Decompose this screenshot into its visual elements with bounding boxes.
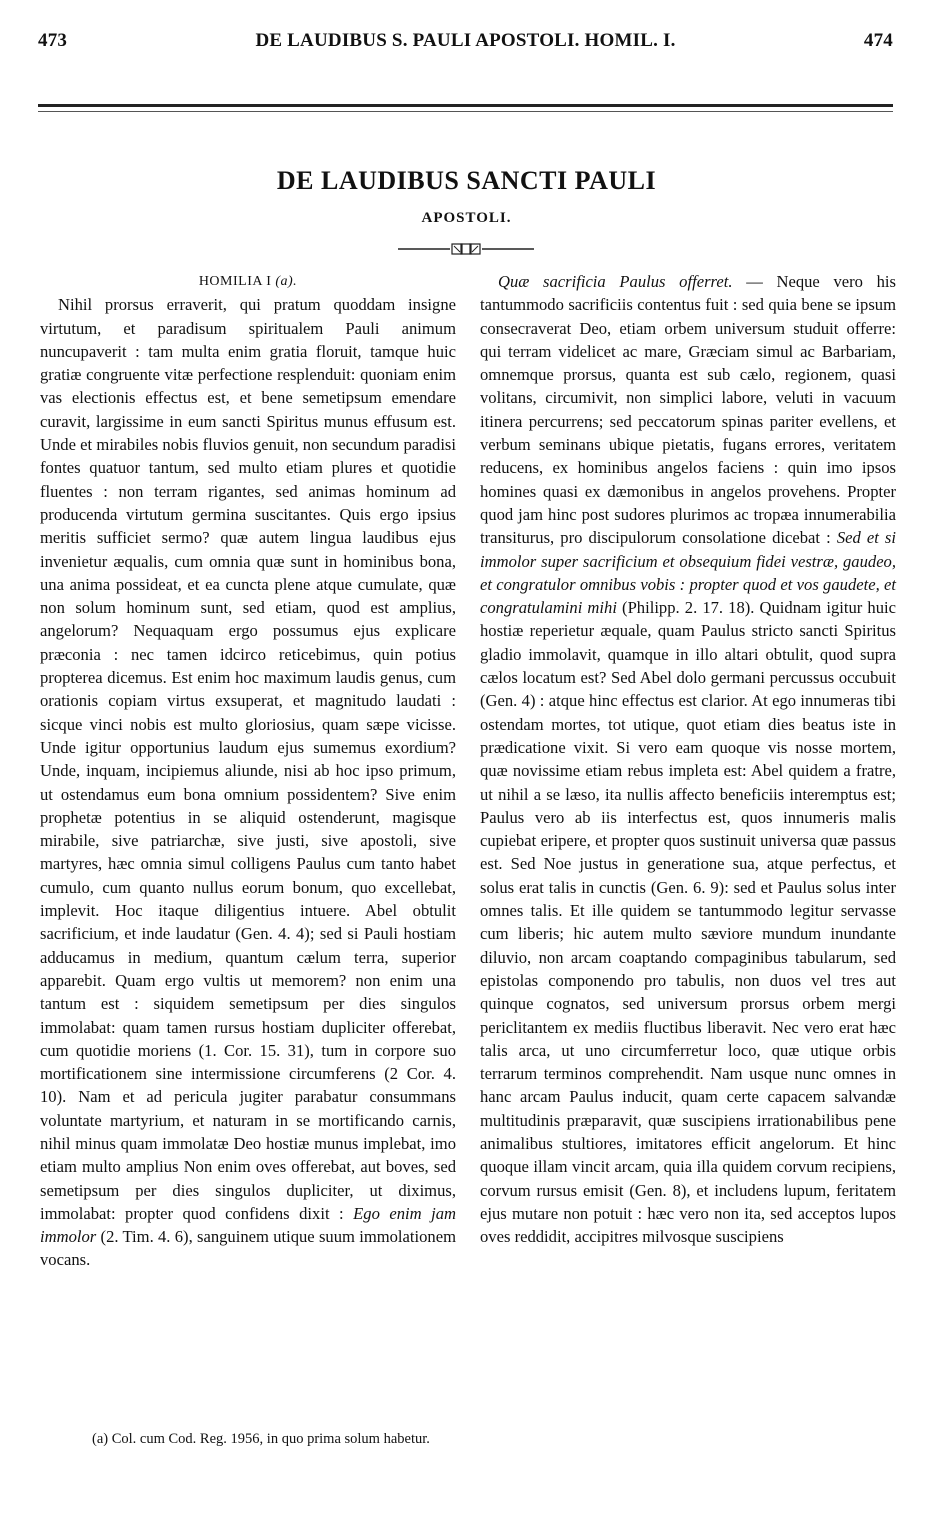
section-heading: Quæ sacrificia Paulus offerret.	[498, 272, 733, 291]
running-title: DE LAUDIBUS S. PAULI APOSTOLI. HOMIL. I.	[255, 30, 676, 51]
footnote: (a) Col. cum Cod. Reg. 1956, in quo prima solum habetur.	[92, 1431, 430, 1447]
homily-heading	[40, 270, 456, 293]
paragraph	[480, 270, 896, 1248]
left-column	[40, 270, 456, 1272]
header-rule	[38, 104, 893, 107]
homily-note: (a).	[275, 274, 298, 289]
page-number-right: 474	[863, 30, 893, 51]
page-subtitle: APOSTOLI.	[421, 210, 512, 226]
paragraph-text: — Neque vero his tantummodo sacrificiis contentus fuit : sed quia bene se ipsum consecraverat Deo, etiam orbem universum studuit offerre: qui terram videlicet ac mare, Græciam simul ac Barbariam, omnemque prorsus, quanta est sub cælo, regionem, quasi volitans, circumivit, non simplici labore, veluti in vacuum itinera percurrens; sed peccatorum spinas pariter evellens, et verbum seminans ubique pietatis, fugans errores, veritatem reducens, ex hominibus angelos faciens : quin imo ipsos homines quasi ex dæmonibus in angelos provehens. Propter quod jam hinc post sudores plurimos ac tropæa innumerabilia transiturus, pro discipulorum consolatione dicebat :	[480, 272, 896, 548]
page-title: DE LAUDIBUS SANCTI PAULI	[276, 166, 657, 195]
paragraph-text-end: (2. Tim. 4. 6), sanguinem utique suum immolationem vocans.	[40, 1227, 456, 1270]
scripture-quote: Sed et si immolor super sacrificium et obsequium fidei vestræ, gaudeo, et congratulor omnibus vobis : propter quod et vos gaudete, et congratulamini mihi	[480, 528, 896, 618]
page-number-left: 473	[38, 30, 68, 51]
homily-label: HOMILIA I	[198, 274, 272, 289]
right-column	[480, 270, 896, 1248]
header-rule-thin	[38, 111, 893, 112]
paragraph	[40, 293, 456, 1271]
paragraph-text: Nihil prorsus erraverit, qui pratum quoddam insigne virtutum, et paradisum spiritualem Pauli animum nuncupaverit : tam multa enim gratia floruit, tamque huic gratiæ congruente vitæ perfectione resplenduit: quoniam enim vas electionis effectus est, et bene semetipsum emendare curavit, largissime in eum sancti Spiritus munus effusum est. Unde et mirabiles nobis fluvios genuit, non secundum paradisi fontes quatuor tantum, sed multo etiam plures et quotidie fluentes : non terram rigantes, sed animas hominum ad producenda virtutum germina suscitantes. Quis ergo ipsius meritis sufficiet sermo? quæ autem lingua laudibus ejus invenietur æqualis, cum omnia quæ sunt in hominibus bona, una anima possideat, et ea cuncta plene atque cumulate, quæ non solum hominum sunt, sed etiam, quod est amplius, angelorum? Nequaquam ergo possumus ejus explicare præconia : nec tamen idcirco reticebimus, quin potius propterea dicemus. Est enim hoc maximum laudis genus, cum orationis copiam virtus exsuperat, et magnitudo laudati : sicque vinci nobis est multo gloriosius, quam sæpe vicisse. Unde igitur opportunius laudum ejus sumemus exordium? Unde, inquam, incipiemus aliunde, nisi ab hoc ipso primum, ut ostendamus eum bona omnium possidentem? Sive enim prophetæ potentius in se aliquid ostenderunt, magisque mirabile, sive patriarchæ, sive justi, sive apostoli, sive martyres, hæc omnia simul colligens Paulus cum tanto habet cumulo, cum quanto nullus eorum bonum, quo excellebat, implevit. Hoc itaque diligentius intuere. Abel obtulit sacrificium, et inde laudatur (Gen. 4. 4); sed si Pauli hostiam adducamus in medium, quantum cælum terra, superior apparebit. Quam ergo vultis ut memorem? non enim una tantum est : siquidem semetipsum per dies singulos immolabat: quam tamen rursus hostiam dupliciter offerebat, cum quotidie moriens (1. Cor. 15. 31), tum in corpore suo mortificationem sine intermissione circumferens (2 Cor. 4. 10). Nam et ad pericula jugiter parabatur consummans voluntate martyrium, et naturam in se mortificando carnis, nihil minus quam immolatæ Deo hostiæ munus implebat, imo etiam multo amplius Non enim oves offerebat, aut boves, sed semetipsum per dies singulos dupliciter, ut diximus, immolabat: propter quod confidens dixit :	[40, 295, 456, 1223]
scripture-quote: Ego enim jam immolor	[40, 1203, 456, 1247]
paragraph-text-continued: (Philipp. 2. 17. 18). Quidnam igitur huic hostiæ reperietur æquale, quam Paulus stricto sancti Spiritus gladio immolavit, quamque in illo altari obtulit, quod supra cælos locatum est? Sed Abel dolo germani percussus occubuit (Gen. 4) : atque hinc effectus est clarior. At ego innumeras tibi ostendam mortes, tot utique, quot etiam dies beatus iste in prædicatione vixit. Si vero eam quoque vis nosse mortem, quæ novissime etiam rebus impleta est: Abel quidem a fratre, ut nihil a se læso, ita nullis affecto beneficiis interemptus est; Paulus vero ab iis interfectus est, quos innumeris malis cupiebat eripere, et propter quos sustinuit universa quæ passus est. Sed Noe justus in generatione sua, atque perfectus, et solus erat talis in cunctis (Gen. 6. 9): sed et Paulus solus inter omnes talis. Et ille quidem se tantummodo legitur servasse cum liberis; hic autem multo sæviore mundum inundante diluvio, non arcam coaptando compaginibus tabularum, sed epistolas componendo pro tabulis, non duos vel tres aut quinque cognatos, sed universum prorsus orbem mergi periclitantem ex mediis fluctibus liberavit. Nec vero erat hæc talis arca, ut uno circumferretur loco, quæ utique orbis terrarum terminos comprehendit. Nam usque nunc omnes in hanc arcam Paulus inducit, quam certe capacem salvandæ multitudinis præparavit, quæ suscipiens irrationabilibus pene animalibus stultiores, imitatores efficit angelorum. Et hinc quoque illam vincit arcam, quia illa quidem corvum recipiens, corvum rursus emisit (Gen. 8), et includens lupum, feritatem ejus mutare non potuit : hæc vero non ita, sed acceptos lupos oves reddidit, accipitres milvosque suscipiens	[480, 598, 897, 1247]
running-head	[38, 26, 893, 56]
ornament-divider	[398, 242, 534, 256]
